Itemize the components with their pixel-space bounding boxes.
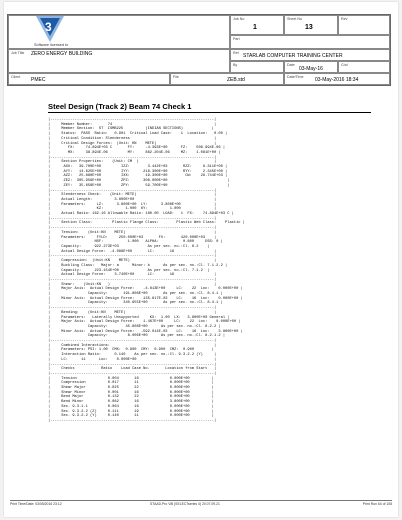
- footer-divider: [10, 500, 392, 501]
- report-line: | Critical Condition: Slenderness |: [48, 136, 217, 141]
- report-line: | Shear Minor 0.001 16 0.000E+00 |: [48, 390, 214, 395]
- date-label: Date: [287, 63, 295, 67]
- report-line: | Bend Minor 0.082 16 3.800E+00 |: [48, 400, 214, 405]
- report-line: |--------------------------------------------------------------------------|: [48, 188, 217, 193]
- part-cell: [230, 35, 390, 49]
- document-page: [4, 2, 398, 517]
- report-line: | Member Section: ST ISMB225 (INDIAN SECTIONS) |: [48, 127, 214, 132]
- report-line: | Actual Length: 3.800E+00 |: [48, 197, 217, 202]
- sheet-no-cell: [284, 15, 338, 35]
- job-title-cell: [8, 49, 230, 73]
- report-line: |--------------------------------------------------------------------------|: [48, 277, 217, 282]
- report-line: | Major Axis: Actual Design Force: -4.813E+00 LC: 22 Loc: 0.000E+00 |: [48, 287, 243, 292]
- ref-label: Ref: [233, 51, 239, 55]
- datetime-cell: [284, 73, 390, 85]
- report-line: | Section Properties: (Unit: CM ) |: [48, 160, 217, 165]
- report-line: | Combined Interactions: |: [48, 343, 217, 348]
- client-label: Client: [11, 75, 21, 79]
- software-licensed-label: Software licensed to: [34, 43, 69, 47]
- report-line: | AYY: 14.625E+00 IYY: 218.300E+00 RYY: 2.345E+00 |: [48, 169, 228, 174]
- report-line: | Interaction Ratio: 0.140 As per sec. no.:Cl. 9.3.2.2 (Y) |: [48, 353, 217, 358]
- report-line: | Capacity: 191.808E+00 As per sec. no.:Cl. 8.4.1 |: [48, 292, 223, 297]
- job-no-value: 1: [253, 24, 257, 31]
- report-line: | Sec. 9.3.2.2 (Y) 0.140 11 0.000E+00 |: [48, 414, 214, 419]
- report-line: | Major Axis: Actual Design Force: 1.467E+00 LC: 22 Loc: 0.000E+00 |: [48, 320, 241, 325]
- report-line: | KZ: 1.000 KY: 1.000 |: [48, 207, 217, 212]
- report-line: | Tension: (Unit:KN METE) |: [48, 230, 217, 235]
- report-line: | Parameters: PSI: 1.00 CMX: 0.900 CMY: 0.900 CMZ: 0.900 |: [48, 348, 214, 353]
- datetime-value: 03-May-2016 18:34: [315, 77, 359, 83]
- file-value: ZEB.std: [227, 77, 245, 83]
- report-header: [7, 14, 391, 86]
- report-line: |--------------------------------------------------------------------------|: [48, 339, 217, 344]
- report-line: | Bending: (Unit:KN METE) |: [48, 310, 217, 315]
- report-line: | Capacity: 922.273E+03 As per sec. no.:Cl. 6.2 |: [48, 244, 210, 249]
- report-line: | Tension 0.004 16 0.000E+00 |: [48, 376, 214, 381]
- report-line: | NSF: 1.000 ALPHA: 0.800 DSS: 0 |: [48, 240, 223, 245]
- report-line: |--------------------------------------------------------------------------|: [48, 254, 217, 259]
- report-line: | Critical Design Forces: (Unit: KN METE) |: [48, 141, 217, 146]
- svg-text:3: 3: [45, 20, 52, 34]
- date-cell: [284, 61, 338, 73]
- report-line: |--------------------------------------------------------------------------|: [48, 216, 217, 221]
- report-line: | Parameters: FYLD: 250.000E+03 FU: 420.000E+03 |: [48, 235, 217, 240]
- report-line: | Sec. 9.3.1.1 0.064 16 0.000E+00 |: [48, 404, 214, 409]
- report-line: | MX: 38.894E-06 MY: 882.204E-06 MZ: 1.081E+00 |: [48, 150, 221, 155]
- job-no-label: Job No: [233, 17, 245, 21]
- report-line: | Section Class: Plastic Flange Class: Plastic Web Class: Plastic |: [48, 221, 245, 226]
- report-line: | Compression: (Unit:KN METE) |: [48, 259, 217, 264]
- report-line: | FX: 74.894E+03 C FY: -4.393E+00 FZ: 506.994E-06 |: [48, 146, 226, 151]
- report-line: | Shear Major 0.025 22 0.000E+00 |: [48, 386, 214, 391]
- program-version: STAAD.Pro V8i (SELECTseries 4) 20.07.09.21: [150, 502, 220, 506]
- chd-label: Chd: [341, 63, 348, 67]
- report-line: | Parameters: LZ: 3.800E+00 LY: 3.800E+00 |: [48, 202, 217, 207]
- report-line: | Sec. 9.3.2.2 (Z) 0.111 19 0.000E+00 |: [48, 409, 214, 414]
- report-line: | ZEY: 35.658E+00 ZPY: 59.700E+00 |: [48, 183, 230, 188]
- report-line: | AXX: 39.700E+00 IZZ: 3.442E+03 RZZ: 9.311E+00 |: [48, 165, 228, 170]
- report-line: | LC: 11 Loc: 0.000E+00 |: [48, 357, 217, 362]
- report-line: | Capacity: 8.006E+00 As per sec. no.:Cl. 8.2.1.2 |: [48, 334, 226, 339]
- report-line: | Slenderness Check: (Unit: METE) |: [48, 193, 217, 198]
- print-run: Print Run 64 of 108: [362, 502, 392, 506]
- report-line: |--------------------------------------------------------------------------|: [48, 419, 217, 423]
- datetime-label: Date/Time: [287, 75, 304, 79]
- report-line: | Actual Design Force: 3.740E+00 LC: 16 |: [48, 273, 217, 278]
- client-cell: [8, 73, 170, 85]
- page-title: Steel Design (Track 2) Beam 74 Check 1: [48, 102, 192, 111]
- title-divider: [48, 112, 371, 113]
- design-report: [48, 118, 245, 424]
- report-line: |--------------------------------------------------------------------------|: [48, 118, 217, 122]
- ref-value: STARLAB COMPUTER TRAINING CENTER: [243, 53, 343, 59]
- ref-cell: [230, 49, 390, 61]
- report-line: |--------------------------------------------------------------------------|: [48, 306, 217, 311]
- sheet-no-value: 13: [305, 24, 313, 31]
- rev-cell: [338, 15, 390, 35]
- report-line: | Actual Design Force: -4.088E+00 LC: 16 |: [48, 249, 217, 254]
- report-line: |--------------------------------------------------------------------------|: [48, 155, 217, 160]
- report-line: | Capacity: 45.808E+00 As per sec. no.:Cl. 8.2.2 |: [48, 324, 221, 329]
- by-label: By: [233, 63, 238, 67]
- file-cell: [170, 73, 284, 85]
- job-no-cell: [230, 15, 284, 35]
- report-line: |--------------------------------------------------------------------------|: [48, 362, 217, 367]
- client-value: PMEC: [31, 77, 46, 83]
- report-line: | Bend Major 0.132 22 0.000E+00 |: [48, 395, 214, 400]
- report-line: | Status: PASS Ratio: 0.901 Critical Load Case: 1 Location: 0.00 |: [48, 132, 228, 137]
- report-line: | Actual Ratio: 162.16 Allowable Ratio: 180.00 LOAD: 1 FX: 74.894E+03 C |: [48, 212, 234, 217]
- report-line: | AZZ: 25.880E+00 IXX: 19.300E+00 CW: 29.744E+03 |: [48, 174, 228, 179]
- report-line: | Minor Axis: Actual Design Force: -592.014E-03 LC: 16 Loc: 3.800E+00 |: [48, 329, 243, 334]
- report-line: | ZEZ: 305.956E+00 ZPZ: 306.000E+00 |: [48, 179, 230, 184]
- report-line: | Checks Ratio Load Case No. Location from Start |: [48, 367, 217, 372]
- rev-label: Rev: [341, 17, 348, 21]
- print-time: Print Time/Date: 03/05/2016 23:12: [10, 502, 62, 506]
- report-line: | Capacity: 340.655E+00 As per sec. no.:Cl. 8.4.1 |: [48, 301, 223, 306]
- chd-cell: [338, 61, 390, 73]
- logo-cell: [8, 15, 230, 49]
- job-title-label: Job Title: [11, 51, 25, 55]
- sheet-no-label: Sheet No: [287, 17, 302, 21]
- job-title-value: ZERO ENERGY BUILDING: [31, 51, 93, 57]
- report-line: | Parameters: Laterally Unsupported KX: 1.00 LX: 3.800E+00 General |: [48, 315, 230, 320]
- report-line: | Member Number: 74 |: [48, 122, 217, 127]
- report-line: | Capacity: 223.154E+00 As per sec. no.:Cl. 7.1.2 |: [48, 268, 210, 273]
- by-cell: [230, 61, 284, 73]
- date-value: 03-May-16: [299, 66, 323, 72]
- part-label: Part: [233, 37, 240, 41]
- file-label: File: [173, 75, 179, 79]
- report-line: | Shear: (Unit:KN ) |: [48, 282, 217, 287]
- report-line: | Buckling Class: Major: a Minor: b As per sec. no.:Cl. 7.1.2.2 |: [48, 263, 228, 268]
- report-line: | Compression 0.017 11 0.000E+00 |: [48, 381, 214, 386]
- report-line: | Minor Axis: Actual Design Force: 135.617E-03 LC: 16 Loc: 0.000E+00 |: [48, 296, 243, 301]
- report-line: |--------------------------------------------------------------------------|: [48, 226, 217, 231]
- report-line: |--------------------------------------------------------------------------|: [48, 371, 217, 376]
